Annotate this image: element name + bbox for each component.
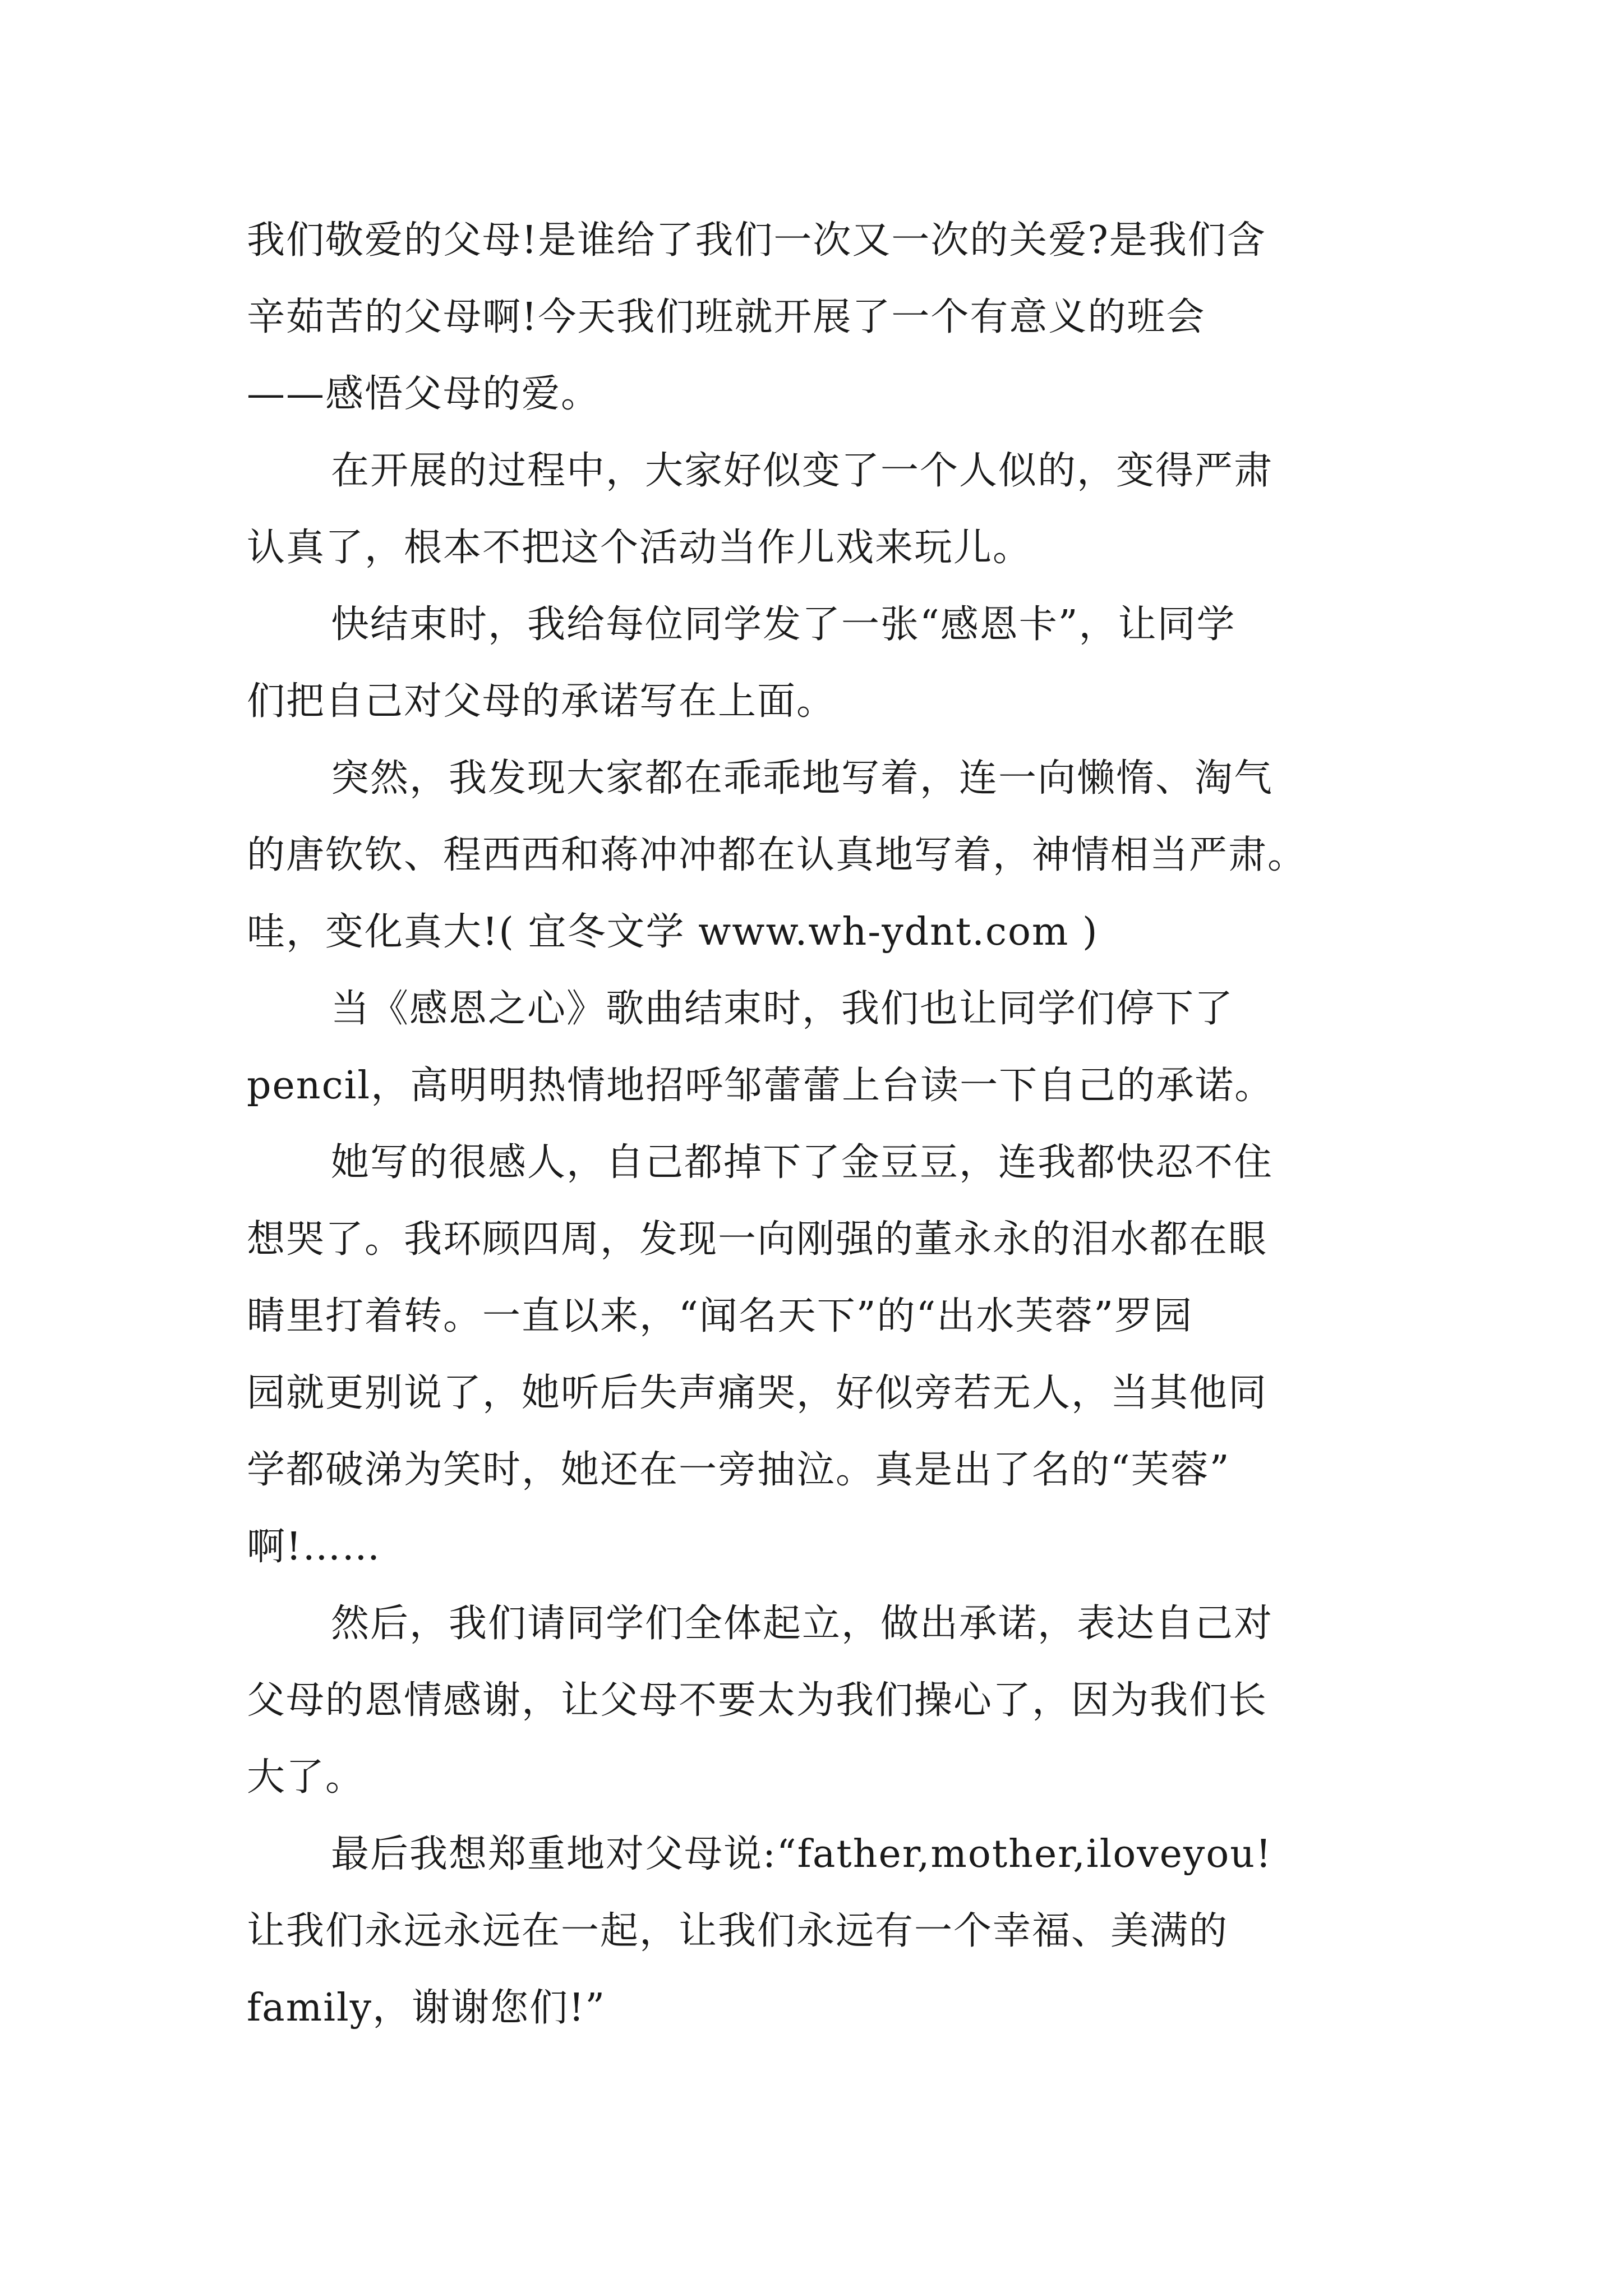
text-line: ——感悟父母的爱。 bbox=[247, 372, 601, 416]
paragraph-start-line: 她写的很感人，自己都掉下了金豆豆，连我都快忍不住 bbox=[331, 1140, 1274, 1185]
text-line: 园就更别说了，她听后失声痛哭，好似旁若无人，当其他同 bbox=[247, 1371, 1268, 1415]
text-line: 辛茹苦的父母啊!今天我们班就开展了一个有意义的班会 bbox=[247, 295, 1206, 339]
text-line: 让我们永远永远在一起，让我们永远有一个幸福、美满的 bbox=[247, 1909, 1229, 1953]
paragraph-start-line: 在开展的过程中，大家好似变了一个人似的，变得严肃 bbox=[331, 449, 1274, 493]
text-line: 父母的恩情感谢，让父母不要太为我们操心了，因为我们长 bbox=[247, 1678, 1268, 1723]
text-line: pencil，高明明热情地招呼邹蕾蕾上台读一下自己的承诺。 bbox=[247, 1064, 1274, 1108]
paragraph-start-line: 当《感恩之心》歌曲结束时，我们也让同学们停下了 bbox=[331, 987, 1234, 1031]
paragraph-start-line: 快结束时，我给每位同学发了一张“感恩卡”，让同学 bbox=[331, 602, 1236, 647]
paragraph-start-line: 然后，我们请同学们全体起立，做出承诺，表达自己对 bbox=[331, 1602, 1274, 1646]
document-body bbox=[247, 202, 1380, 2046]
text-line: 想哭了。我环顾四周，发现一向刚强的董永永的泪水都在眼 bbox=[247, 1217, 1268, 1262]
text-line: 啊!…… bbox=[247, 1525, 381, 1569]
text-line: 们把自己对父母的承诺写在上面。 bbox=[247, 679, 836, 724]
text-line: 的唐钦钦、程西西和蒋冲冲都在认真地写着，神情相当严肃。 bbox=[247, 833, 1307, 877]
paragraph-start-line: 最后我想郑重地对父母说:“father,mother,iloveyou! bbox=[331, 1832, 1272, 1876]
text-line: 大了。 bbox=[247, 1755, 365, 1800]
text-line: family，谢谢您们!” bbox=[247, 1986, 606, 2030]
text-line: 学都破涕为笑时，她还在一旁抽泣。真是出了名的“芙蓉” bbox=[247, 1448, 1230, 1492]
text-line: 睛里打着转。一直以来，“闻名天下”的“出水芙蓉”罗园 bbox=[247, 1294, 1193, 1338]
text-line: 认真了，根本不把这个活动当作儿戏来玩儿。 bbox=[247, 526, 1032, 570]
paragraph-start-line: 突然，我发现大家都在乖乖地写着，连一向懒惰、淘气 bbox=[331, 756, 1274, 800]
text-line: 哇，变化真大!( 宜冬文学 www.wh-ydnt.com ) bbox=[247, 910, 1099, 954]
text-line: 我们敬爱的父母!是谁给了我们一次又一次的关爱?是我们含 bbox=[247, 218, 1266, 263]
